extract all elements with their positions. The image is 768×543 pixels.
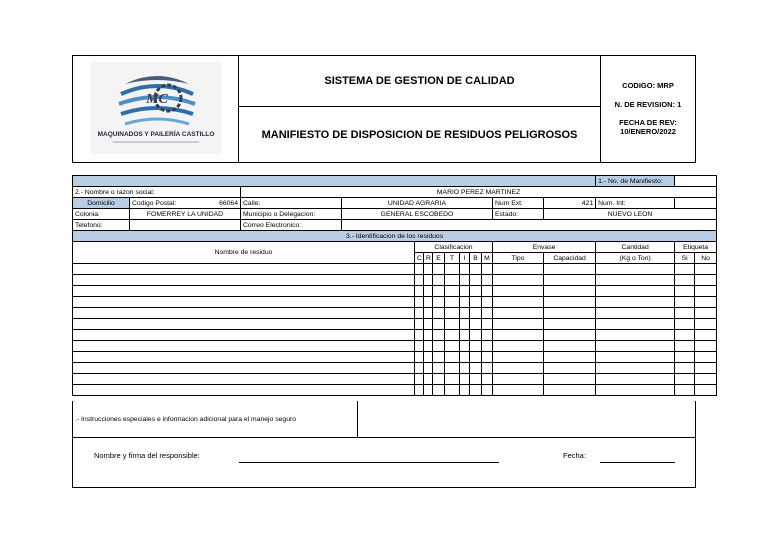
waste-cell[interactable]	[544, 330, 596, 341]
waste-name-cell[interactable]	[73, 374, 415, 385]
waste-cell[interactable]	[482, 275, 493, 286]
waste-row	[73, 319, 717, 330]
waste-cell[interactable]	[470, 341, 482, 352]
waste-name-cell[interactable]	[73, 319, 415, 330]
classification-header: Clasificacion	[415, 242, 493, 253]
waste-cell[interactable]	[544, 385, 596, 396]
container-capacity-header: Capacidad	[544, 253, 596, 264]
waste-cell[interactable]	[445, 297, 460, 308]
waste-cell[interactable]	[470, 363, 482, 374]
waste-row	[73, 275, 717, 286]
waste-cell[interactable]	[445, 286, 460, 297]
waste-cell[interactable]	[415, 330, 424, 341]
class-t-header: T	[445, 253, 460, 264]
waste-cell[interactable]	[695, 374, 717, 385]
waste-cell[interactable]	[470, 297, 482, 308]
title-cell	[239, 56, 601, 162]
class-i-header: I	[460, 253, 470, 264]
waste-cell[interactable]	[493, 363, 544, 374]
waste-cell[interactable]	[424, 286, 433, 297]
email-label: Correo Electronico:	[241, 220, 342, 231]
waste-cell[interactable]	[544, 319, 596, 330]
waste-name-cell[interactable]	[73, 275, 415, 286]
waste-cell[interactable]	[445, 264, 460, 275]
waste-cell[interactable]	[675, 352, 695, 363]
waste-cell[interactable]	[482, 264, 493, 275]
waste-cell[interactable]	[493, 308, 544, 319]
street-label: Calle:	[241, 198, 342, 209]
waste-cell[interactable]	[493, 286, 544, 297]
waste-cell[interactable]	[433, 297, 445, 308]
waste-name-cell[interactable]	[73, 363, 415, 374]
waste-cell[interactable]	[695, 308, 717, 319]
waste-cell[interactable]	[445, 275, 460, 286]
date-line[interactable]	[600, 462, 675, 463]
waste-cell[interactable]	[445, 330, 460, 341]
waste-cell[interactable]	[415, 385, 424, 396]
waste-row	[73, 264, 717, 275]
postal-code-label: Codigo Postal:	[132, 199, 177, 207]
waste-row	[73, 308, 717, 319]
waste-cell[interactable]	[415, 374, 424, 385]
waste-cell[interactable]	[482, 374, 493, 385]
waste-cell[interactable]	[470, 275, 482, 286]
waste-cell[interactable]	[482, 352, 493, 363]
waste-cell[interactable]	[482, 319, 493, 330]
waste-cell[interactable]	[424, 341, 433, 352]
waste-cell[interactable]	[675, 363, 695, 374]
waste-cell[interactable]	[415, 264, 424, 275]
waste-cell[interactable]	[424, 319, 433, 330]
waste-cell[interactable]	[460, 330, 470, 341]
responsible-signature-line[interactable]	[239, 462, 499, 463]
waste-cell[interactable]	[544, 264, 596, 275]
waste-cell[interactable]	[415, 352, 424, 363]
waste-row	[73, 297, 717, 308]
waste-cell[interactable]	[675, 308, 695, 319]
waste-cell[interactable]	[445, 374, 460, 385]
waste-cell[interactable]	[544, 308, 596, 319]
postal-code-field[interactable]	[130, 198, 241, 209]
manifest-number-label: 1.- No. de Manifiesto:	[596, 176, 675, 187]
waste-cell[interactable]	[445, 363, 460, 374]
system-title: SISTEMA DE GESTION DE CALIDAD	[239, 56, 600, 107]
waste-cell[interactable]	[695, 330, 717, 341]
waste-cell[interactable]	[675, 286, 695, 297]
waste-cell[interactable]	[482, 308, 493, 319]
class-e-header: E	[433, 253, 445, 264]
waste-cell[interactable]	[482, 297, 493, 308]
ext-number-label: Num Ext:	[493, 198, 544, 209]
waste-cell[interactable]	[460, 275, 470, 286]
waste-cell[interactable]	[596, 374, 675, 385]
street-input[interactable]: UNIDAD AGRARIA	[342, 198, 493, 209]
waste-cell[interactable]	[445, 385, 460, 396]
waste-cell[interactable]	[544, 297, 596, 308]
waste-name-cell[interactable]	[73, 385, 415, 396]
waste-name-cell[interactable]	[73, 330, 415, 341]
waste-cell[interactable]	[596, 341, 675, 352]
waste-cell[interactable]	[445, 341, 460, 352]
waste-cell[interactable]	[433, 319, 445, 330]
class-m-header: M	[482, 253, 493, 264]
waste-row	[73, 352, 717, 363]
waste-cell[interactable]	[415, 319, 424, 330]
logo-cell	[73, 56, 239, 162]
name-label: 2.- Nombre o razon social:	[73, 187, 241, 198]
manifest-number-input[interactable]	[675, 176, 717, 187]
waste-cell[interactable]	[493, 374, 544, 385]
revision-date-label: FECHA DE REV:	[619, 118, 677, 127]
waste-cell[interactable]	[695, 385, 717, 396]
waste-cell[interactable]	[415, 275, 424, 286]
waste-cell[interactable]	[460, 286, 470, 297]
waste-cell[interactable]	[695, 297, 717, 308]
waste-row	[73, 330, 717, 341]
postal-code-value: 66064	[219, 199, 238, 207]
waste-cell[interactable]	[493, 341, 544, 352]
waste-cell[interactable]	[482, 385, 493, 396]
waste-cell[interactable]	[433, 352, 445, 363]
waste-cell[interactable]	[424, 264, 433, 275]
waste-cell[interactable]	[675, 264, 695, 275]
waste-cell[interactable]	[445, 319, 460, 330]
waste-cell[interactable]	[460, 341, 470, 352]
waste-cell[interactable]	[596, 286, 675, 297]
waste-row	[73, 286, 717, 297]
waste-cell[interactable]	[544, 275, 596, 286]
class-r-header: R	[424, 253, 433, 264]
waste-cell[interactable]	[470, 352, 482, 363]
waste-row	[73, 385, 717, 396]
waste-cell[interactable]	[445, 308, 460, 319]
document-code: CODIGO: MRP	[622, 81, 674, 90]
waste-cell[interactable]	[433, 385, 445, 396]
waste-name-cell[interactable]	[73, 297, 415, 308]
svg-text:MAQUINADOS Y PAILERÍA CASTILLO: MAQUINADOS Y PAILERÍA CASTILLO	[97, 131, 215, 138]
waste-cell[interactable]	[424, 385, 433, 396]
waste-cell[interactable]	[424, 363, 433, 374]
waste-cell[interactable]	[433, 341, 445, 352]
waste-cell[interactable]	[470, 385, 482, 396]
estado-input[interactable]: NUEVO LEON	[544, 209, 717, 220]
waste-cell[interactable]	[470, 374, 482, 385]
waste-cell[interactable]	[424, 297, 433, 308]
waste-cell[interactable]	[596, 308, 675, 319]
waste-name-cell[interactable]	[73, 286, 415, 297]
waste-cell[interactable]	[695, 341, 717, 352]
waste-cell[interactable]	[493, 275, 544, 286]
waste-cell[interactable]	[493, 385, 544, 396]
municipio-input[interactable]: GENERAL ESCOBEDO	[342, 209, 493, 220]
waste-cell[interactable]	[544, 374, 596, 385]
waste-cell[interactable]	[424, 275, 433, 286]
waste-cell[interactable]	[433, 275, 445, 286]
waste-cell[interactable]	[675, 330, 695, 341]
waste-cell[interactable]	[460, 297, 470, 308]
waste-cell[interactable]	[415, 286, 424, 297]
waste-rows	[73, 264, 717, 396]
name-input[interactable]: MARIO PEREZ MARTINEZ	[241, 187, 717, 198]
waste-cell[interactable]	[470, 319, 482, 330]
date-label: Fecha:	[563, 451, 586, 460]
waste-cell[interactable]	[544, 352, 596, 363]
waste-cell[interactable]	[596, 385, 675, 396]
waste-cell[interactable]	[460, 363, 470, 374]
waste-row	[73, 374, 717, 385]
waste-cell[interactable]	[433, 374, 445, 385]
phone-label: Telefono:	[73, 220, 130, 231]
waste-cell[interactable]	[675, 385, 695, 396]
container-header: Envase	[493, 242, 596, 253]
int-number-label: Num. Int:	[596, 198, 675, 209]
container-type-header: Tipo	[493, 253, 544, 264]
document-meta	[601, 56, 695, 162]
phone-input[interactable]	[130, 220, 241, 231]
email-input[interactable]	[342, 220, 717, 231]
waste-cell[interactable]	[460, 352, 470, 363]
waste-cell[interactable]	[415, 308, 424, 319]
waste-cell[interactable]	[493, 352, 544, 363]
waste-name-cell[interactable]	[73, 341, 415, 352]
waste-cell[interactable]	[433, 286, 445, 297]
waste-cell[interactable]	[544, 341, 596, 352]
waste-cell[interactable]	[695, 286, 717, 297]
estado-label: Estado:	[493, 209, 544, 220]
label-no-header: No	[695, 253, 717, 264]
address-header: Domicilio	[73, 198, 130, 209]
manifest-spacer	[73, 176, 596, 187]
class-b-header: B	[470, 253, 482, 264]
waste-cell[interactable]	[445, 352, 460, 363]
quantity-header: Cantidad	[596, 242, 675, 253]
waste-cell[interactable]	[460, 374, 470, 385]
waste-cell[interactable]	[544, 286, 596, 297]
class-c-header: C	[415, 253, 424, 264]
waste-cell[interactable]	[415, 341, 424, 352]
int-number-input[interactable]	[675, 198, 717, 209]
municipio-label: Municipio o Delegacion:	[241, 209, 342, 220]
document-header	[72, 55, 696, 163]
waste-row	[73, 363, 717, 374]
waste-cell[interactable]	[433, 308, 445, 319]
waste-cell[interactable]	[470, 308, 482, 319]
waste-cell[interactable]	[424, 374, 433, 385]
waste-name-cell[interactable]	[73, 308, 415, 319]
document-title: MANIFIESTO DE DISPOSICION DE RESIDUOS PELIGROSOS	[261, 128, 578, 141]
manifest-form	[72, 175, 717, 396]
waste-name-cell[interactable]	[73, 352, 415, 363]
waste-cell[interactable]	[482, 330, 493, 341]
waste-cell[interactable]	[493, 319, 544, 330]
instructions-label: .- Instrucciones especiales e informacion adicional para el manejo seguro	[73, 401, 358, 437]
waste-cell[interactable]	[675, 297, 695, 308]
waste-name-cell[interactable]	[73, 264, 415, 275]
waste-cell[interactable]	[493, 297, 544, 308]
waste-cell[interactable]	[596, 352, 675, 363]
waste-cell[interactable]	[675, 374, 695, 385]
waste-cell[interactable]	[596, 297, 675, 308]
waste-cell[interactable]	[415, 363, 424, 374]
label-yes-header: Si	[675, 253, 695, 264]
waste-cell[interactable]	[596, 330, 675, 341]
waste-cell[interactable]	[482, 363, 493, 374]
waste-cell[interactable]	[460, 308, 470, 319]
waste-cell[interactable]	[433, 330, 445, 341]
ext-number-input[interactable]: 421	[544, 198, 596, 209]
revision-date-value: 10/ENERO/2022	[620, 127, 676, 136]
quantity-unit-header: (Kg o Ton)	[596, 253, 675, 264]
waste-cell[interactable]	[433, 264, 445, 275]
svg-text:MC: MC	[146, 92, 168, 107]
company-logo	[73, 56, 239, 162]
responsible-label: Nombre y firma del responsible:	[94, 451, 200, 460]
waste-cell[interactable]	[460, 385, 470, 396]
waste-cell[interactable]	[596, 275, 675, 286]
waste-cell[interactable]	[482, 286, 493, 297]
waste-cell[interactable]	[695, 352, 717, 363]
waste-cell[interactable]	[424, 330, 433, 341]
instructions-section	[72, 401, 696, 438]
waste-cell[interactable]	[470, 264, 482, 275]
waste-cell[interactable]	[596, 363, 675, 374]
label-header: Etiqueta	[675, 242, 717, 253]
waste-name-header: Nombre de residuo	[73, 242, 415, 264]
colonia-input[interactable]: FOMERREY LA UNIDAD	[130, 209, 241, 220]
waste-cell[interactable]	[415, 297, 424, 308]
waste-cell[interactable]	[695, 363, 717, 374]
waste-cell[interactable]	[482, 341, 493, 352]
waste-cell[interactable]	[695, 319, 717, 330]
waste-cell[interactable]	[544, 363, 596, 374]
instructions-input[interactable]	[359, 401, 695, 437]
waste-cell[interactable]	[695, 264, 717, 275]
waste-cell[interactable]	[433, 363, 445, 374]
waste-cell[interactable]	[493, 264, 544, 275]
waste-cell[interactable]	[596, 319, 675, 330]
waste-cell[interactable]	[460, 264, 470, 275]
waste-cell[interactable]	[470, 286, 482, 297]
waste-cell[interactable]	[424, 352, 433, 363]
waste-cell[interactable]	[675, 319, 695, 330]
signature-section	[72, 438, 696, 488]
waste-cell[interactable]	[460, 319, 470, 330]
waste-cell[interactable]	[695, 275, 717, 286]
waste-cell[interactable]	[596, 264, 675, 275]
waste-cell[interactable]	[470, 330, 482, 341]
waste-cell[interactable]	[493, 330, 544, 341]
waste-cell[interactable]	[424, 308, 433, 319]
waste-cell[interactable]	[675, 275, 695, 286]
waste-cell[interactable]	[675, 341, 695, 352]
colonia-label: Colonia:	[73, 209, 130, 220]
revision-number: N. DE REVISION: 1	[614, 100, 682, 109]
waste-row	[73, 341, 717, 352]
waste-section-title: 3.- Identificacion de los residuos	[73, 231, 717, 242]
